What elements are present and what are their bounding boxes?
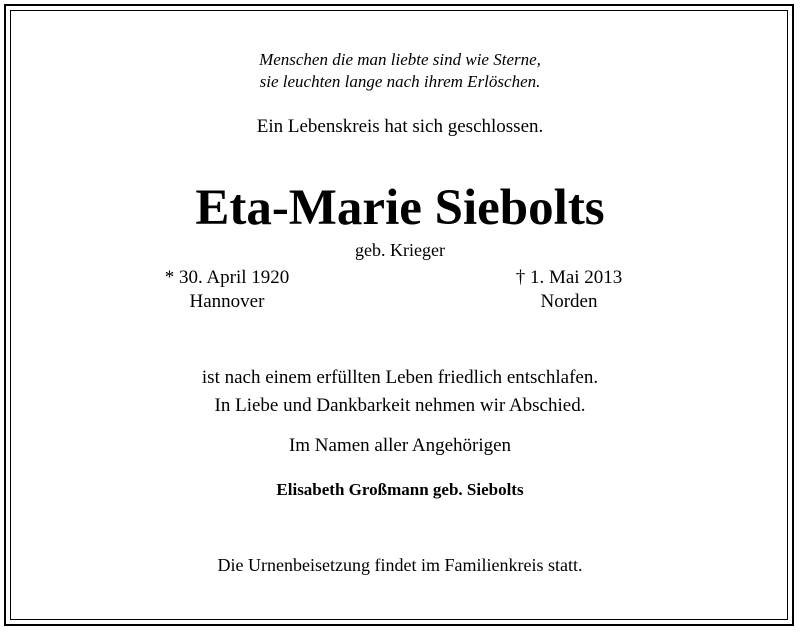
motto-line-2: sie leuchten lange nach ihrem Erlöschen. [259, 72, 541, 91]
birth-place: Hannover [189, 291, 265, 312]
maiden-name: geb. Krieger [355, 240, 445, 260]
death-block [494, 266, 644, 314]
deceased-name: Eta-Marie Siebolts [195, 180, 605, 236]
birth-block [147, 266, 307, 314]
birth-date: * 30. April 1920 [164, 267, 290, 288]
funeral-note: Die Urnenbeisetzung findet im Familienkreis statt. [217, 555, 583, 575]
motto-line-1: Menschen die man liebte sind wie Sterne, [259, 50, 541, 69]
message-line-2: In Liebe und Dankbarkeit nehmen wir Abschied. [214, 395, 586, 416]
death-place: Norden [540, 291, 598, 312]
death-date: † 1. Mai 2013 [515, 267, 623, 288]
intro-text: Ein Lebenskreis hat sich geschlossen. [256, 116, 544, 137]
signer-name: Elisabeth Großmann geb. Siebolts [276, 480, 524, 499]
message-line-3: Im Namen aller Angehörigen [288, 435, 512, 456]
message-line-1: ist nach einem erfüllten Leben friedlich entschlafen. [201, 367, 599, 388]
inner-border [10, 10, 788, 620]
